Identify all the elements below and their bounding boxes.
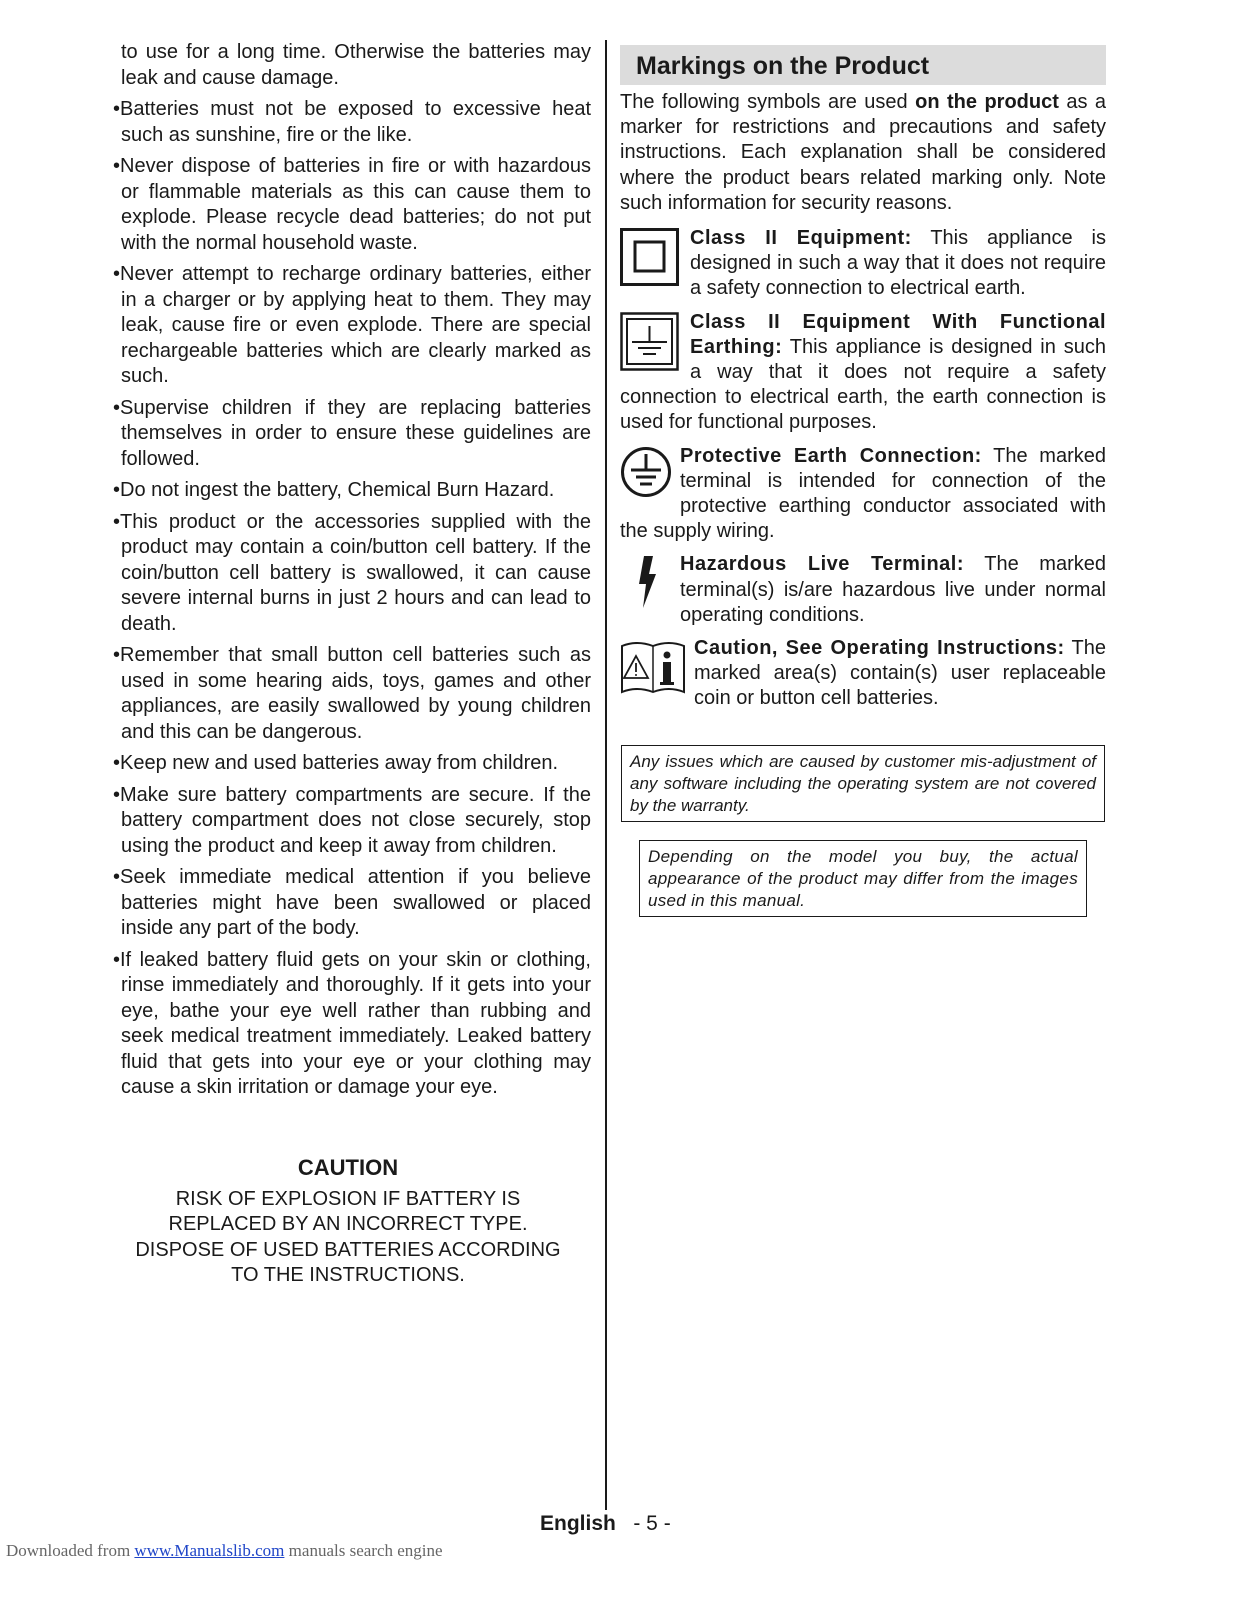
bullet-item: •Remember that small button cell batteries such as used in some hearing aids, toys, games and other appliances, are easily swallowed by young children and this can be dangerous. — [113, 644, 591, 743]
symbol-title: Protective Earth Connection: — [680, 444, 982, 467]
download-suffix: manuals search engine — [284, 1541, 443, 1560]
symbol-text: This appliance is designed in such a way that it does not require a safety connection to electrical earth. — [690, 227, 1106, 300]
symbol-hazardous-live — [620, 552, 1106, 628]
symbol-protective-earth — [620, 444, 1106, 545]
protective-earth-icon — [620, 446, 672, 505]
download-prefix: Downloaded from — [6, 1541, 135, 1560]
caution-line: DISPOSE OF USED BATTERIES ACCORDING — [135, 1238, 561, 1261]
bullet-item: •Supervise children if they are replacing batteries themselves in order to ensure these guidelines are followed. — [113, 396, 591, 470]
caution-block — [113, 1155, 583, 1289]
warranty-note: Any issues which are caused by customer mis-adjustment of any software including the operating system are not covered by the warranty. — [621, 745, 1105, 822]
bullet-item: •Never attempt to recharge ordinary batteries, either in a charger or by applying heat to them. They may leak, cause fire or even explode. There are special rechargeable batteries which are clearly marked as such. — [113, 263, 591, 387]
bullet-item: •Seek immediate medical attention if you believe batteries might have been swallowed or placed inside any part of the body. — [113, 866, 591, 939]
caution-title: CAUTION — [297, 1155, 399, 1180]
page-number: - 5 - — [633, 1512, 671, 1535]
page-footer — [540, 1512, 671, 1536]
bullet-item: •Do not ingest the battery, Chemical Burn Hazard. — [113, 479, 555, 501]
download-credit — [6, 1541, 443, 1561]
symbol-text: The marked terminal(s) is/are hazardous live under normal operating conditions. — [680, 553, 1106, 626]
symbol-title: Class II Equipment: — [690, 227, 912, 250]
caution-line: REPLACED BY AN INCORRECT TYPE. — [168, 1213, 528, 1235]
bullet-item: •Keep new and used batteries away from children. — [113, 752, 559, 774]
bullet-item: •If leaked battery fluid gets on your skin or clothing, rinse immediately and thoroughly. If it gets into your eye, bathe your eye well rather than rubbing and seek medical treatment immediately. Leaked battery fluid that gets into your eye or your clothing may cause a skin irritation or damage your eye. — [113, 948, 591, 1098]
symbol-caution-instructions — [620, 636, 1106, 712]
symbol-text: The marked area(s) contain(s) user replaceable coin or button cell batteries. — [694, 637, 1106, 710]
symbol-class-ii — [620, 226, 1106, 302]
caution-book-icon — [620, 638, 686, 707]
right-column — [620, 45, 1106, 720]
intro-bold: on the product — [915, 91, 1059, 113]
bullet-item: •Batteries must not be exposed to excessive heat such as sunshine, fire or the like. — [113, 98, 591, 146]
manualslib-link[interactable]: www.Manualslib.com — [134, 1541, 285, 1560]
symbol-title: Class II Equipment With Functional Earthing: — [690, 310, 1106, 358]
class-ii-square-icon — [620, 228, 682, 295]
footer-language: English — [540, 1512, 616, 1535]
section-heading: Markings on the Product — [620, 45, 1106, 85]
bullet-item: •This product or the accessories supplied with the product may contain a coin/button cell battery. If the coin/button cell battery is swallowed, it can cause severe internal burns in just 2 hours and can lead to death. — [113, 510, 591, 635]
bullet-item: •Never dispose of batteries in fire or with hazardous or flammable materials as this can cause them to explode. Please recycle dead batteries; do not put with the normal household waste. — [113, 155, 591, 254]
symbol-text: The marked terminal is intended for connection of the protective earthing conductor associated with the supply wiring. — [620, 444, 1106, 543]
symbol-text: This appliance is designed in such a way that it does not require a safety connection to electrical earth, the earth connection is used for functional purposes. — [620, 335, 1106, 434]
symbol-functional-earth — [620, 310, 1106, 436]
column-divider — [605, 40, 607, 1510]
continuation-text: to use for a long time. Otherwise the batteries may leak and cause damage. — [121, 41, 591, 89]
left-column — [113, 40, 591, 1107]
caution-line: RISK OF EXPLOSION IF BATTERY IS — [175, 1187, 521, 1210]
bullet-item: •Make sure battery compartments are secure. If the battery compartment does not close securely, stop using the product and keep it away from children. — [113, 783, 591, 857]
intro-paragraph: The following symbols are used on the product as a marker for restrictions and precautions and safety instructions. Each explanation shall be considered where the product bears related marking only. Note such information for security reasons. — [620, 91, 1107, 214]
symbol-title: Hazardous Live Terminal: — [680, 553, 964, 576]
lightning-bolt-icon — [620, 554, 672, 617]
symbol-title: Caution, See Operating Instructions: — [694, 637, 1065, 660]
caution-line: TO THE INSTRUCTIONS. — [231, 1264, 465, 1286]
functional-earth-icon — [620, 312, 682, 381]
appearance-note: Depending on the model you buy, the actual appearance of the product may differ from the images used in this manual. — [639, 840, 1087, 917]
